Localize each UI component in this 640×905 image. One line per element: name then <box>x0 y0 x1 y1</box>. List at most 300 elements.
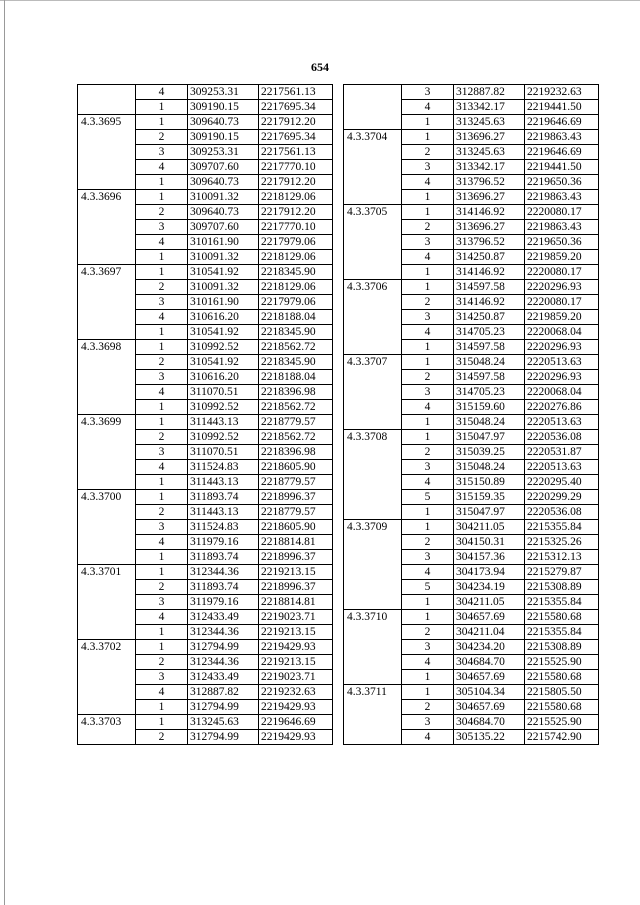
point-number-cell: 1 <box>402 520 454 535</box>
table-row <box>78 115 333 130</box>
table-row <box>344 445 599 460</box>
table-row <box>78 340 333 355</box>
y-coordinate-cell: 2220296.93 <box>525 340 599 355</box>
point-number-cell: 1 <box>402 505 454 520</box>
plot-id-cell <box>344 490 402 505</box>
y-coordinate-cell: 2215355.84 <box>525 520 599 535</box>
x-coordinate-cell: 311893.74 <box>188 550 259 565</box>
y-coordinate-cell: 2217770.10 <box>259 220 333 235</box>
y-coordinate-cell: 2217561.13 <box>259 145 333 160</box>
table-row <box>78 400 333 415</box>
plot-id-cell <box>78 130 136 145</box>
plot-id-cell <box>78 475 136 490</box>
x-coordinate-cell: 309640.73 <box>188 115 259 130</box>
point-number-cell: 3 <box>402 160 454 175</box>
plot-id-cell: 4.3.3703 <box>78 715 136 730</box>
y-coordinate-cell: 2220513.63 <box>525 415 599 430</box>
top-rule <box>0 0 640 1</box>
plot-id-cell <box>344 385 402 400</box>
plot-id-cell <box>78 625 136 640</box>
table-row <box>344 640 599 655</box>
point-number-cell: 4 <box>136 610 188 625</box>
plot-id-cell <box>344 220 402 235</box>
point-number-cell: 4 <box>402 730 454 745</box>
point-number-cell: 4 <box>402 655 454 670</box>
x-coordinate-cell: 311070.51 <box>188 445 259 460</box>
y-coordinate-cell: 2220068.04 <box>525 385 599 400</box>
point-number-cell: 1 <box>402 610 454 625</box>
point-number-cell: 3 <box>402 310 454 325</box>
x-coordinate-cell: 310091.32 <box>188 190 259 205</box>
table-row <box>344 610 599 625</box>
y-coordinate-cell: 2219213.15 <box>259 625 333 640</box>
x-coordinate-cell: 315039.25 <box>454 445 525 460</box>
x-coordinate-cell: 310616.20 <box>188 370 259 385</box>
table-row <box>78 535 333 550</box>
table-row <box>78 370 333 385</box>
point-number-cell: 1 <box>136 475 188 490</box>
plot-id-cell <box>78 100 136 115</box>
point-number-cell: 1 <box>136 625 188 640</box>
point-number-cell: 3 <box>402 640 454 655</box>
point-number-cell: 1 <box>136 325 188 340</box>
y-coordinate-cell: 2220080.17 <box>525 265 599 280</box>
point-number-cell: 3 <box>402 235 454 250</box>
x-coordinate-cell: 313245.63 <box>454 115 525 130</box>
plot-id-cell <box>344 175 402 190</box>
plot-id-cell: 4.3.3711 <box>344 685 402 700</box>
x-coordinate-cell: 311443.13 <box>188 475 259 490</box>
plot-id-cell <box>344 700 402 715</box>
x-coordinate-cell: 304684.70 <box>454 655 525 670</box>
y-coordinate-cell: 2219859.20 <box>525 310 599 325</box>
x-coordinate-cell: 313696.27 <box>454 130 525 145</box>
plot-id-cell <box>344 310 402 325</box>
plot-id-cell <box>344 670 402 685</box>
plot-id-cell <box>78 445 136 460</box>
plot-id-cell <box>344 265 402 280</box>
plot-id-cell: 4.3.3709 <box>344 520 402 535</box>
point-number-cell: 1 <box>136 265 188 280</box>
y-coordinate-cell: 2215355.84 <box>525 625 599 640</box>
x-coordinate-cell: 312794.99 <box>188 640 259 655</box>
plot-id-cell <box>78 220 136 235</box>
plot-id-cell <box>344 715 402 730</box>
y-coordinate-cell: 2219429.93 <box>259 730 333 745</box>
point-number-cell: 4 <box>136 385 188 400</box>
plot-id-cell <box>344 190 402 205</box>
point-number-cell: 1 <box>136 715 188 730</box>
x-coordinate-cell: 311070.51 <box>188 385 259 400</box>
y-coordinate-cell: 2218129.06 <box>259 190 333 205</box>
point-number-cell: 4 <box>136 310 188 325</box>
x-coordinate-cell: 309707.60 <box>188 160 259 175</box>
x-coordinate-cell: 313696.27 <box>454 190 525 205</box>
point-number-cell: 3 <box>402 550 454 565</box>
plot-id-cell <box>78 205 136 220</box>
x-coordinate-cell: 304684.70 <box>454 715 525 730</box>
point-number-cell: 1 <box>402 340 454 355</box>
plot-id-cell <box>78 535 136 550</box>
x-coordinate-cell: 311893.74 <box>188 580 259 595</box>
table-row <box>344 625 599 640</box>
y-coordinate-cell: 2218345.90 <box>259 265 333 280</box>
plot-id-cell <box>344 400 402 415</box>
y-coordinate-cell: 2219646.69 <box>259 715 333 730</box>
x-coordinate-cell: 304657.69 <box>454 610 525 625</box>
plot-id-cell: 4.3.3699 <box>78 415 136 430</box>
point-number-cell: 1 <box>136 700 188 715</box>
point-number-cell: 1 <box>136 415 188 430</box>
y-coordinate-cell: 2215525.90 <box>525 715 599 730</box>
table-row <box>344 340 599 355</box>
x-coordinate-cell: 310616.20 <box>188 310 259 325</box>
table-row <box>78 205 333 220</box>
x-coordinate-cell: 304211.04 <box>454 625 525 640</box>
y-coordinate-cell: 2219232.63 <box>525 85 599 100</box>
table-row <box>344 115 599 130</box>
table-row <box>78 175 333 190</box>
plot-id-cell <box>78 325 136 340</box>
x-coordinate-cell: 314597.58 <box>454 280 525 295</box>
point-number-cell: 1 <box>402 595 454 610</box>
table-row <box>344 160 599 175</box>
plot-id-cell: 4.3.3698 <box>78 340 136 355</box>
x-coordinate-cell: 304173.94 <box>454 565 525 580</box>
plot-id-cell <box>78 85 136 100</box>
table-row <box>78 670 333 685</box>
plot-id-cell <box>344 505 402 520</box>
x-coordinate-cell: 309640.73 <box>188 205 259 220</box>
y-coordinate-cell: 2218562.72 <box>259 340 333 355</box>
x-coordinate-cell: 312887.82 <box>454 85 525 100</box>
plot-id-cell <box>344 325 402 340</box>
y-coordinate-cell: 2219441.50 <box>525 100 599 115</box>
point-number-cell: 1 <box>402 265 454 280</box>
y-coordinate-cell: 2215312.13 <box>525 550 599 565</box>
x-coordinate-cell: 315150.89 <box>454 475 525 490</box>
point-number-cell: 4 <box>402 175 454 190</box>
table-row <box>344 505 599 520</box>
point-number-cell: 4 <box>136 235 188 250</box>
y-coordinate-cell: 2220513.63 <box>525 355 599 370</box>
plot-id-cell <box>344 565 402 580</box>
table-row <box>344 355 599 370</box>
y-coordinate-cell: 2217912.20 <box>259 115 333 130</box>
plot-id-cell: 4.3.3701 <box>78 565 136 580</box>
plot-id-cell <box>78 655 136 670</box>
x-coordinate-cell: 314250.87 <box>454 310 525 325</box>
point-number-cell: 4 <box>402 250 454 265</box>
plot-id-cell <box>344 730 402 745</box>
y-coordinate-cell: 2215279.87 <box>525 565 599 580</box>
x-coordinate-cell: 312344.36 <box>188 625 259 640</box>
table-row <box>344 370 599 385</box>
table-row <box>78 655 333 670</box>
x-coordinate-cell: 309190.15 <box>188 130 259 145</box>
y-coordinate-cell: 2220531.87 <box>525 445 599 460</box>
y-coordinate-cell: 2217561.13 <box>259 85 333 100</box>
x-coordinate-cell: 315048.24 <box>454 415 525 430</box>
x-coordinate-cell: 310161.90 <box>188 235 259 250</box>
x-coordinate-cell: 310541.92 <box>188 265 259 280</box>
x-coordinate-cell: 311443.13 <box>188 505 259 520</box>
y-coordinate-cell: 2215325.26 <box>525 535 599 550</box>
table-row <box>78 700 333 715</box>
table-row <box>78 130 333 145</box>
y-coordinate-cell: 2219441.50 <box>525 160 599 175</box>
point-number-cell: 2 <box>136 430 188 445</box>
margin-rule <box>4 0 5 905</box>
x-coordinate-cell: 311979.16 <box>188 535 259 550</box>
y-coordinate-cell: 2218814.81 <box>259 535 333 550</box>
x-coordinate-cell: 311524.83 <box>188 520 259 535</box>
table-row <box>78 190 333 205</box>
plot-id-cell <box>78 355 136 370</box>
plot-id-cell <box>344 445 402 460</box>
y-coordinate-cell: 2218605.90 <box>259 520 333 535</box>
plot-id-cell <box>78 670 136 685</box>
y-coordinate-cell: 2217979.06 <box>259 235 333 250</box>
table-row <box>344 85 599 100</box>
x-coordinate-cell: 309253.31 <box>188 85 259 100</box>
table-row <box>344 580 599 595</box>
y-coordinate-cell: 2217979.06 <box>259 295 333 310</box>
y-coordinate-cell: 2218779.57 <box>259 475 333 490</box>
plot-id-cell <box>78 250 136 265</box>
point-number-cell: 2 <box>136 130 188 145</box>
plot-id-cell <box>78 280 136 295</box>
table-row <box>78 295 333 310</box>
x-coordinate-cell: 315047.97 <box>454 430 525 445</box>
point-number-cell: 1 <box>136 100 188 115</box>
y-coordinate-cell: 2220513.63 <box>525 460 599 475</box>
plot-id-cell <box>78 550 136 565</box>
point-number-cell: 1 <box>136 175 188 190</box>
y-coordinate-cell: 2219650.36 <box>525 235 599 250</box>
point-number-cell: 3 <box>136 520 188 535</box>
x-coordinate-cell: 315048.24 <box>454 460 525 475</box>
point-number-cell: 2 <box>402 535 454 550</box>
plot-id-cell: 4.3.3697 <box>78 265 136 280</box>
point-number-cell: 2 <box>402 625 454 640</box>
point-number-cell: 1 <box>402 190 454 205</box>
table-row <box>78 625 333 640</box>
page-number: 654 <box>311 60 329 74</box>
point-number-cell: 3 <box>136 595 188 610</box>
point-number-cell: 3 <box>136 295 188 310</box>
x-coordinate-cell: 312794.99 <box>188 730 259 745</box>
plot-id-cell <box>344 295 402 310</box>
point-number-cell: 3 <box>402 460 454 475</box>
plot-id-cell <box>344 655 402 670</box>
point-number-cell: 2 <box>402 145 454 160</box>
plot-id-cell <box>344 160 402 175</box>
table-row <box>344 565 599 580</box>
x-coordinate-cell: 314250.87 <box>454 250 525 265</box>
table-row <box>78 520 333 535</box>
table-row <box>344 520 599 535</box>
plot-id-cell <box>344 580 402 595</box>
x-coordinate-cell: 309640.73 <box>188 175 259 190</box>
point-number-cell: 1 <box>136 400 188 415</box>
table-row <box>344 595 599 610</box>
left-coordinates-table <box>77 84 333 745</box>
point-number-cell: 2 <box>136 655 188 670</box>
table-row <box>344 430 599 445</box>
plot-id-cell <box>78 580 136 595</box>
y-coordinate-cell: 2218345.90 <box>259 355 333 370</box>
plot-id-cell <box>344 235 402 250</box>
plot-id-cell <box>344 145 402 160</box>
point-number-cell: 4 <box>136 535 188 550</box>
table-row <box>344 100 599 115</box>
table-row <box>344 280 599 295</box>
x-coordinate-cell: 311524.83 <box>188 460 259 475</box>
plot-id-cell <box>78 460 136 475</box>
y-coordinate-cell: 2218188.04 <box>259 370 333 385</box>
table-row <box>78 385 333 400</box>
x-coordinate-cell: 314146.92 <box>454 265 525 280</box>
point-number-cell: 5 <box>402 490 454 505</box>
x-coordinate-cell: 313245.63 <box>454 145 525 160</box>
y-coordinate-cell: 2215308.89 <box>525 580 599 595</box>
point-number-cell: 5 <box>402 580 454 595</box>
y-coordinate-cell: 2215580.68 <box>525 700 599 715</box>
plot-id-cell <box>344 640 402 655</box>
x-coordinate-cell: 304211.05 <box>454 520 525 535</box>
plot-id-cell <box>344 85 402 100</box>
point-number-cell: 4 <box>136 460 188 475</box>
y-coordinate-cell: 2219646.69 <box>525 145 599 160</box>
y-coordinate-cell: 2220068.04 <box>525 325 599 340</box>
y-coordinate-cell: 2215805.50 <box>525 685 599 700</box>
plot-id-cell: 4.3.3704 <box>344 130 402 145</box>
y-coordinate-cell: 2218996.37 <box>259 550 333 565</box>
y-coordinate-cell: 2220536.08 <box>525 430 599 445</box>
point-number-cell: 1 <box>136 115 188 130</box>
point-number-cell: 1 <box>402 685 454 700</box>
point-number-cell: 1 <box>402 670 454 685</box>
plot-id-cell <box>78 520 136 535</box>
table-row <box>344 655 599 670</box>
x-coordinate-cell: 309190.15 <box>188 100 259 115</box>
plot-id-cell: 4.3.3706 <box>344 280 402 295</box>
point-number-cell: 4 <box>402 325 454 340</box>
table-row <box>344 670 599 685</box>
y-coordinate-cell: 2220276.86 <box>525 400 599 415</box>
y-coordinate-cell: 2215580.68 <box>525 670 599 685</box>
y-coordinate-cell: 2219863.43 <box>525 220 599 235</box>
point-number-cell: 4 <box>402 565 454 580</box>
right-coordinates-table <box>343 84 599 745</box>
x-coordinate-cell: 314597.58 <box>454 340 525 355</box>
plot-id-cell <box>78 730 136 745</box>
table-row <box>344 715 599 730</box>
table-row <box>344 415 599 430</box>
table-row <box>78 325 333 340</box>
point-number-cell: 1 <box>402 280 454 295</box>
y-coordinate-cell: 2217770.10 <box>259 160 333 175</box>
table-row <box>78 730 333 745</box>
table-row <box>344 685 599 700</box>
point-number-cell: 3 <box>136 220 188 235</box>
x-coordinate-cell: 310541.92 <box>188 325 259 340</box>
x-coordinate-cell: 314146.92 <box>454 205 525 220</box>
x-coordinate-cell: 314146.92 <box>454 295 525 310</box>
y-coordinate-cell: 2218396.98 <box>259 445 333 460</box>
y-coordinate-cell: 2218996.37 <box>259 580 333 595</box>
x-coordinate-cell: 314705.23 <box>454 325 525 340</box>
point-number-cell: 1 <box>136 190 188 205</box>
table-row <box>78 85 333 100</box>
table-row <box>344 460 599 475</box>
table-row <box>344 310 599 325</box>
table-row <box>78 250 333 265</box>
y-coordinate-cell: 2218779.57 <box>259 415 333 430</box>
y-coordinate-cell: 2219232.63 <box>259 685 333 700</box>
point-number-cell: 2 <box>136 505 188 520</box>
x-coordinate-cell: 313796.52 <box>454 235 525 250</box>
point-number-cell: 1 <box>402 430 454 445</box>
plot-id-cell <box>344 370 402 385</box>
y-coordinate-cell: 2219859.20 <box>525 250 599 265</box>
y-coordinate-cell: 2220299.29 <box>525 490 599 505</box>
x-coordinate-cell: 304657.69 <box>454 670 525 685</box>
point-number-cell: 2 <box>136 205 188 220</box>
y-coordinate-cell: 2217912.20 <box>259 175 333 190</box>
y-coordinate-cell: 2218779.57 <box>259 505 333 520</box>
y-coordinate-cell: 2217695.34 <box>259 130 333 145</box>
table-row <box>344 190 599 205</box>
y-coordinate-cell: 2218996.37 <box>259 490 333 505</box>
x-coordinate-cell: 309707.60 <box>188 220 259 235</box>
x-coordinate-cell: 309253.31 <box>188 145 259 160</box>
point-number-cell: 4 <box>402 475 454 490</box>
x-coordinate-cell: 315159.60 <box>454 400 525 415</box>
plot-id-cell <box>78 235 136 250</box>
y-coordinate-cell: 2219646.69 <box>525 115 599 130</box>
table-row <box>78 100 333 115</box>
x-coordinate-cell: 305104.34 <box>454 685 525 700</box>
y-coordinate-cell: 2215308.89 <box>525 640 599 655</box>
table-row <box>344 235 599 250</box>
point-number-cell: 2 <box>402 220 454 235</box>
plot-id-cell <box>78 145 136 160</box>
point-number-cell: 1 <box>136 565 188 580</box>
y-coordinate-cell: 2215525.90 <box>525 655 599 670</box>
point-number-cell: 1 <box>402 115 454 130</box>
x-coordinate-cell: 312433.49 <box>188 670 259 685</box>
y-coordinate-cell: 2220296.93 <box>525 280 599 295</box>
y-coordinate-cell: 2218562.72 <box>259 400 333 415</box>
plot-id-cell <box>78 160 136 175</box>
x-coordinate-cell: 305135.22 <box>454 730 525 745</box>
y-coordinate-cell: 2218129.06 <box>259 250 333 265</box>
table-row <box>344 265 599 280</box>
table-row <box>344 250 599 265</box>
table-row <box>78 610 333 625</box>
point-number-cell: 2 <box>402 445 454 460</box>
y-coordinate-cell: 2218345.90 <box>259 325 333 340</box>
table-row <box>344 475 599 490</box>
table-row <box>344 145 599 160</box>
table-row <box>78 565 333 580</box>
table-row <box>344 730 599 745</box>
point-number-cell: 3 <box>402 385 454 400</box>
y-coordinate-cell: 2218605.90 <box>259 460 333 475</box>
x-coordinate-cell: 313796.52 <box>454 175 525 190</box>
